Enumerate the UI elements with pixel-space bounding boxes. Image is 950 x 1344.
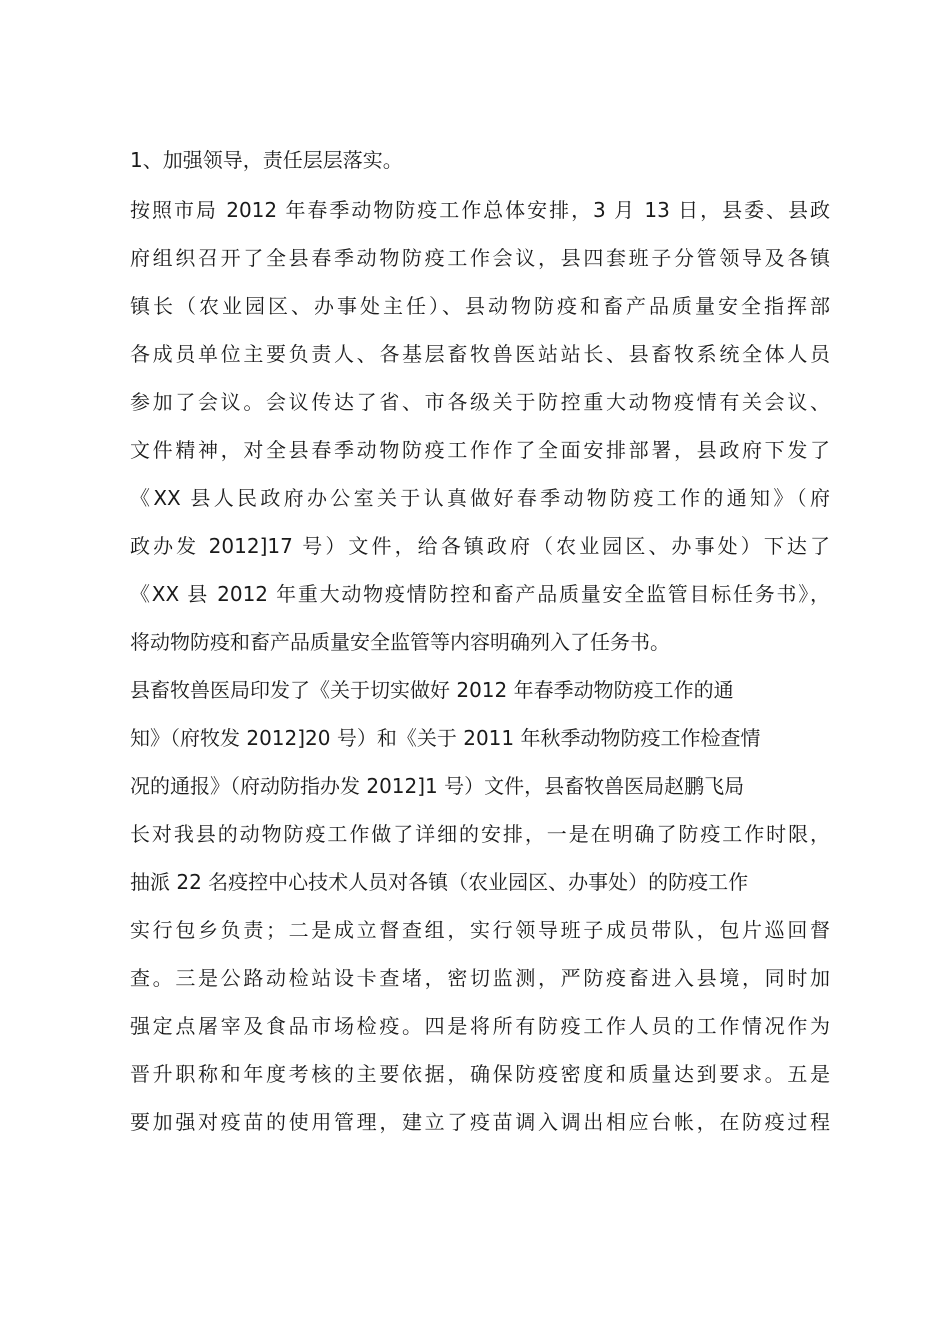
paragraph-1	[130, 188, 830, 668]
text-line: 晋升职称和年度考核的主要依据，确保防疫密度和质量达到要求。五是	[130, 1062, 830, 1086]
text-line: 况的通报》（府动防指办发 2012]1 号）文件，县畜牧兽医局赵鹏飞局	[130, 774, 745, 798]
text-line: 镇长（农业园区、办事处主任）、县动物防疫和畜产品质量安全指挥部	[130, 294, 830, 318]
text-line: 政办发 2012]17 号）文件，给各镇政府（农业园区、办事处）下达了	[130, 534, 830, 558]
text-line: 长对我县的动物防疫工作做了详细的安排，一是在明确了防疫工作时限，	[130, 822, 830, 846]
text-line: 《XX 县 2012 年重大动物疫情防控和畜产品质量安全监管目标任务书》，	[130, 582, 830, 606]
text-line: 强定点屠宰及食品市场检疫。四是将所有防疫工作人员的工作情况作为	[130, 1014, 830, 1038]
paragraph-2	[130, 668, 830, 1148]
text-line: 要加强对疫苗的使用管理，建立了疫苗调入调出相应台帐，在防疫过程	[130, 1110, 830, 1134]
text-line: 知》（府牧发 2012]20 号）和《关于 2011 年秋季动物防疫工作检查情	[130, 726, 761, 750]
text-line: 县畜牧兽医局印发了《关于切实做好 2012 年春季动物防疫工作的通	[130, 678, 734, 702]
text-line: 各成员单位主要负责人、各基层畜牧兽医站站长、县畜牧系统全体人员	[130, 342, 830, 366]
document-body	[130, 140, 830, 1148]
text-line: 将动物防疫和畜产品质量安全监管等内容明确列入了任务书。	[130, 630, 670, 654]
text-line: 查。三是公路动检站设卡查堵，密切监测，严防疫畜进入县境，同时加	[130, 966, 830, 990]
text-line: 府组织召开了全县春季动物防疫工作会议，县四套班子分管领导及各镇	[130, 246, 830, 270]
text-line: 实行包乡负责；二是成立督查组，实行领导班子成员带队，包片巡回督	[130, 918, 830, 942]
text-line: 参加了会议。会议传达了省、市各级关于防控重大动物疫情有关会议、	[130, 390, 830, 414]
text-line: 《XX 县人民政府办公室关于认真做好春季动物防疫工作的通知》（府	[130, 486, 830, 510]
text-line: 文件精神，对全县春季动物防疫工作作了全面安排部署，县政府下发了	[130, 438, 830, 462]
text-line: 按照市局 2012 年春季动物防疫工作总体安排，3 月 13 日，县委、县政	[130, 198, 830, 222]
section-heading: 1、加强领导，责任层层落实。	[130, 148, 403, 172]
text-line: 抽派 22 名疫控中心技术人员对各镇（农业园区、办事处）的防疫工作	[130, 870, 749, 894]
